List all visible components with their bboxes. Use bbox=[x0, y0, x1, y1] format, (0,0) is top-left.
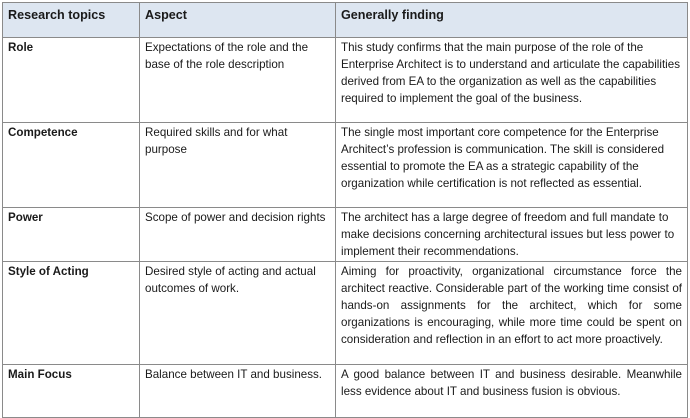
table-row-role bbox=[3, 38, 688, 123]
header-aspect: Aspect bbox=[140, 3, 336, 38]
topic-cell: Power bbox=[3, 208, 140, 262]
topic-cell: Style of Acting bbox=[3, 262, 140, 365]
table-row-main-focus bbox=[3, 365, 688, 418]
header-generally-finding: Generally finding bbox=[336, 3, 688, 38]
finding-cell: Aiming for proactivity, organizational circumstance force the architect reactive. Considerable part of the working time consist of hands-on assignments for the architect, which for some organizations is encouraging, while more time could be spent on consideration and reflection in an effort to act more proactively. bbox=[336, 262, 688, 365]
aspect-cell: Required skills and for what purpose bbox=[140, 123, 336, 208]
table-row-power bbox=[3, 208, 688, 262]
research-findings-table bbox=[2, 2, 688, 418]
finding-cell: A good balance between IT and business desirable. Meanwhile less evidence about IT and business fusion is obvious. bbox=[336, 365, 688, 418]
aspect-cell: Expectations of the role and the base of the role description bbox=[140, 38, 336, 123]
aspect-cell: Desired style of acting and actual outcomes of work. bbox=[140, 262, 336, 365]
topic-cell: Competence bbox=[3, 123, 140, 208]
aspect-cell: Scope of power and decision rights bbox=[140, 208, 336, 262]
aspect-cell: Balance between IT and business. bbox=[140, 365, 336, 418]
table-row-style-of-acting bbox=[3, 262, 688, 365]
topic-cell: Main Focus bbox=[3, 365, 140, 418]
table-header-row bbox=[3, 3, 688, 38]
table-row-competence bbox=[3, 123, 688, 208]
finding-cell: The single most important core competence for the Enterprise Architect’s profession is communication. The skill is considered essential to promote the EA as a strategic capability of the organization while certification is not reflected as essential. bbox=[336, 123, 688, 208]
header-research-topics: Research topics bbox=[3, 3, 140, 38]
topic-cell: Role bbox=[3, 38, 140, 123]
finding-cell: The architect has a large degree of freedom and full mandate to make decisions concerning architectural issues but less power to implement their recommendations. bbox=[336, 208, 688, 262]
finding-cell: This study confirms that the main purpose of the role of the Enterprise Architect is to understand and articulate the capabilities derived from EA to the organization as well as the capabilities required to implement the goal of the business. bbox=[336, 38, 688, 123]
